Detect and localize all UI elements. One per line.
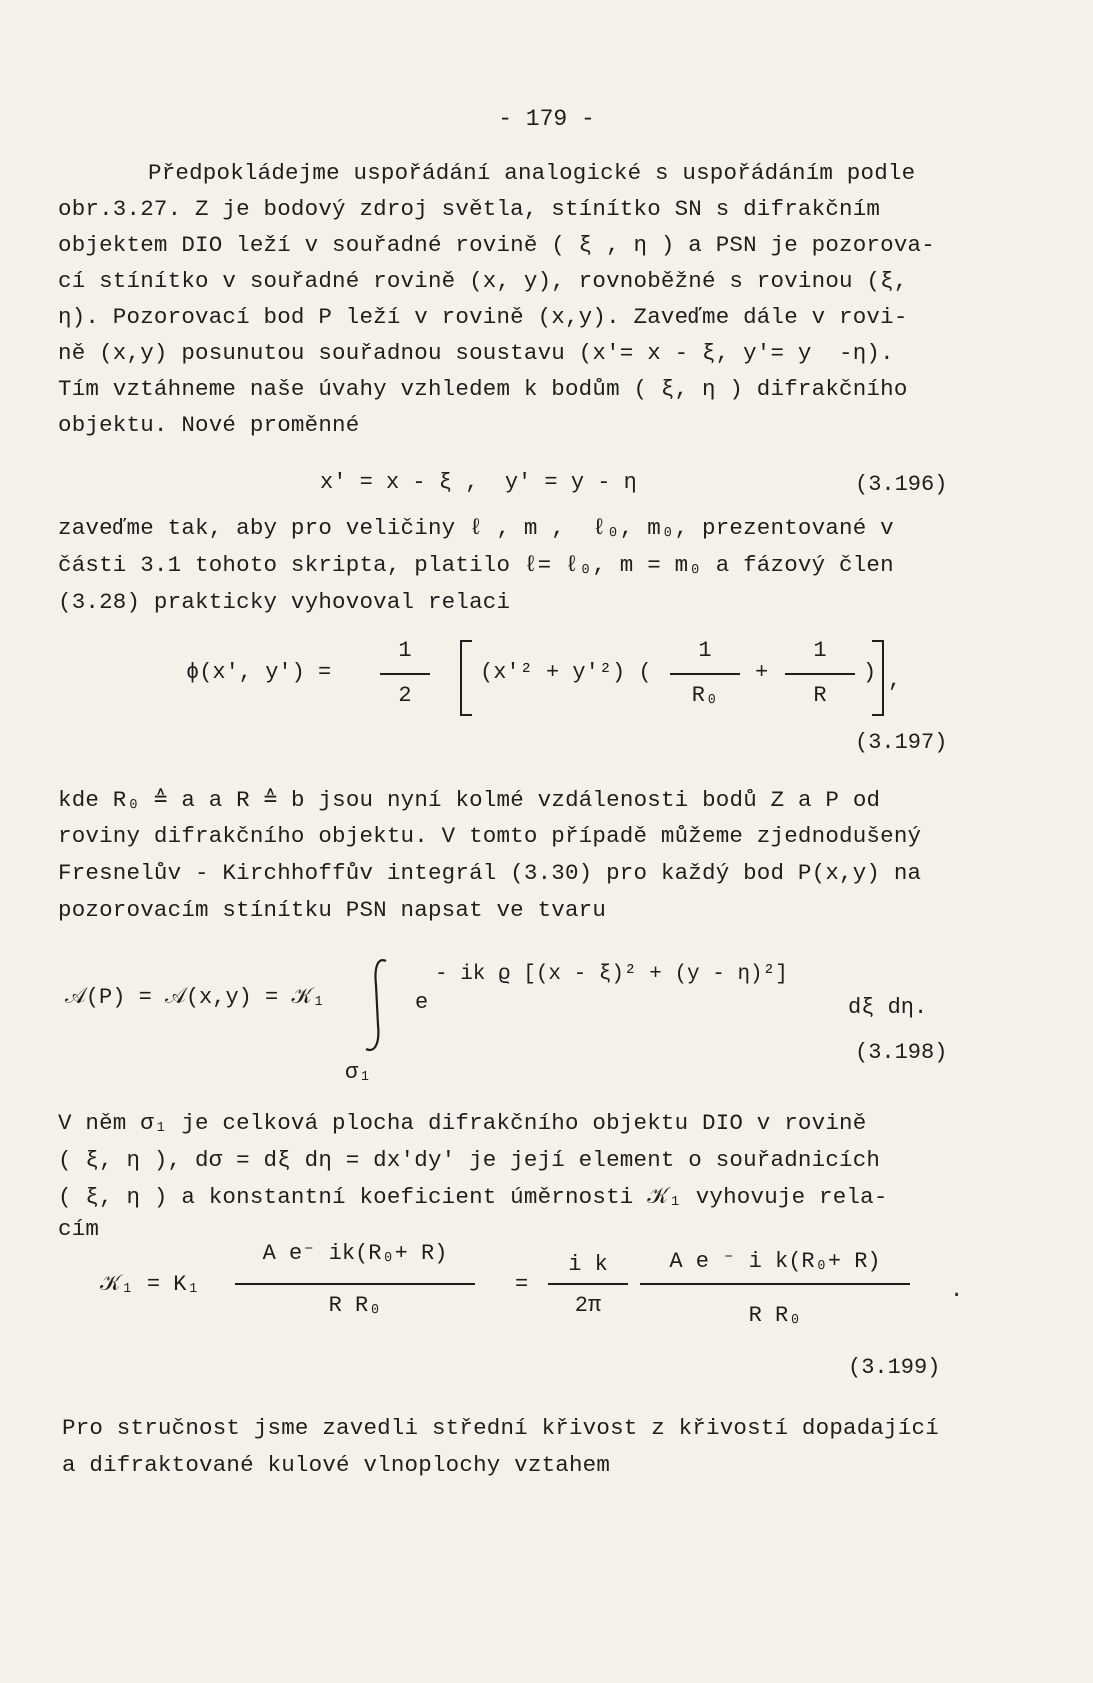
eq197-f1-bar: [670, 673, 740, 675]
paragraph-2-line-2: části 3.1 tohoto skripta, platilo ℓ= ℓ₀, m = m₀ a fázový člen: [58, 552, 894, 578]
paragraph-1-line-3: objektem DIO leží v souřadné rovině ( ξ , η ) a PSN je pozorova-: [58, 232, 935, 258]
eq199-dot: .: [950, 1278, 964, 1303]
eq199-lhs: 𝒦₁ = K₁: [100, 1272, 200, 1297]
eq197-half-bar: [380, 673, 430, 675]
paragraph-5-line-1: Pro stručnost jsme zavedli střední křivost z křivostí dopadající: [62, 1415, 939, 1441]
eq197-right-bracket: [872, 640, 884, 716]
eq199-f1-bar: [235, 1283, 475, 1285]
eq199-f1-numerator: A e⁻ ik(R₀+ R): [262, 1241, 448, 1266]
paragraph-1-line-8: objektu. Nové proměnné: [58, 412, 360, 438]
paragraph-2-line-3: (3.28) prakticky vyhovoval relaci: [58, 589, 511, 615]
eq197-f2-denominator: R: [813, 683, 827, 708]
eq197-comma: ,: [888, 668, 902, 693]
integral-sign-icon: [360, 955, 394, 1055]
eq198-exponent: - ik ϱ [(x - ξ)² + (y - η)²]: [435, 963, 788, 986]
eq199-f2-denominator: 2π: [574, 1293, 602, 1318]
paragraph-1-line-4: cí stínítko v souřadné rovině (x, y), rovnoběžné s rovinou (ξ,: [58, 268, 908, 294]
paragraph-4-line-2: ( ξ, η ), dσ = dξ dη = dx'dy' je její element o souřadnicích: [58, 1147, 881, 1173]
paragraph-3-line-4: pozorovacím stínítku PSN napsat ve tvaru: [58, 897, 607, 923]
equation-3-199-number: (3.199): [848, 1355, 941, 1380]
eq197-inner: (x'² + y'²) (: [480, 660, 652, 685]
paragraph-3-line-2: roviny difrakčního objektu. V tomto případě můžeme zjednodušený: [58, 823, 922, 849]
paragraph-1-line-1: Předpokládejme uspořádání analogické s uspořádáním podle: [148, 160, 916, 186]
eq199-equals: =: [515, 1272, 529, 1297]
paragraph-1-line-2: obr.3.27. Z je bodový zdroj světla, stínítko SN s difrakčním: [58, 196, 881, 222]
eq197-lhs: ϕ(x', y') =: [186, 660, 332, 685]
eq197-f2-bar: [785, 673, 855, 675]
paragraph-4-line-4: cím: [58, 1216, 100, 1242]
eq199-f2-numerator: i k: [568, 1252, 608, 1277]
eq199-f1-denominator: R R₀: [328, 1293, 382, 1318]
equation-3-196: x' = x - ξ , y' = y - η: [320, 470, 637, 495]
equation-3-197-number: (3.197): [855, 730, 948, 755]
equation-3-196-number: (3.196): [855, 472, 948, 497]
eq197-f1-numerator: 1: [698, 638, 712, 663]
eq197-left-bracket: [460, 640, 472, 716]
eq199-f3-numerator: A e ⁻ i k(R₀+ R): [669, 1249, 881, 1274]
eq199-f3-bar: [640, 1283, 910, 1285]
paragraph-1-line-7: Tím vztáhneme naše úvahy vzhledem k bodům ( ξ, η ) difrakčního: [58, 376, 908, 402]
eq198-domain: σ₁: [345, 1060, 372, 1085]
paragraph-5-line-2: a difraktované kulové vlnoplochy vztahem: [62, 1452, 611, 1478]
eq198-exp-base: e: [415, 990, 429, 1015]
eq197-plus: +: [755, 660, 769, 685]
paragraph-1-line-5: η). Pozorovací bod P leží v rovině (x,y). Zaveďme dále v rovi-: [58, 304, 908, 330]
eq197-close-paren: ): [863, 660, 877, 685]
paragraph-3-line-3: Fresnelův - Kirchhoffův integrál (3.30) pro každý bod P(x,y) na: [58, 860, 922, 886]
paragraph-3-line-1: kde R₀ ≙ a a R ≙ b jsou nyní kolmé vzdálenosti bodů Z a P od: [58, 787, 881, 813]
eq197-half-denominator: 2: [398, 683, 412, 708]
paragraph-1-line-6: ně (x,y) posunutou souřadnou soustavu (x'= x - ξ, y'= y -η).: [58, 340, 894, 366]
eq199-f2-bar: [548, 1283, 628, 1285]
page-number: - 179 -: [498, 106, 595, 132]
equation-3-198-number: (3.198): [855, 1040, 948, 1065]
paragraph-2-line-1: zaveďme tak, aby pro veličiny ℓ , m , ℓ₀, m₀, prezentované v: [58, 515, 894, 541]
paragraph-4-line-1: V něm σ₁ je celková plocha difrakčního objektu DIO v rovině: [58, 1110, 867, 1136]
eq199-f3-denominator: R R₀: [748, 1303, 802, 1328]
eq197-f2-numerator: 1: [813, 638, 827, 663]
eq197-f1-denominator: R₀: [691, 683, 719, 708]
eq198-lhs: 𝒜(P) = 𝒜(x,y) = 𝒦₁: [65, 985, 326, 1010]
eq198-tail: dξ dη.: [848, 995, 928, 1020]
paragraph-4-line-3: ( ξ, η ) a konstantní koeficient úměrnosti 𝒦₁ vyhovuje rela-: [58, 1184, 888, 1210]
eq197-half-numerator: 1: [398, 638, 412, 663]
